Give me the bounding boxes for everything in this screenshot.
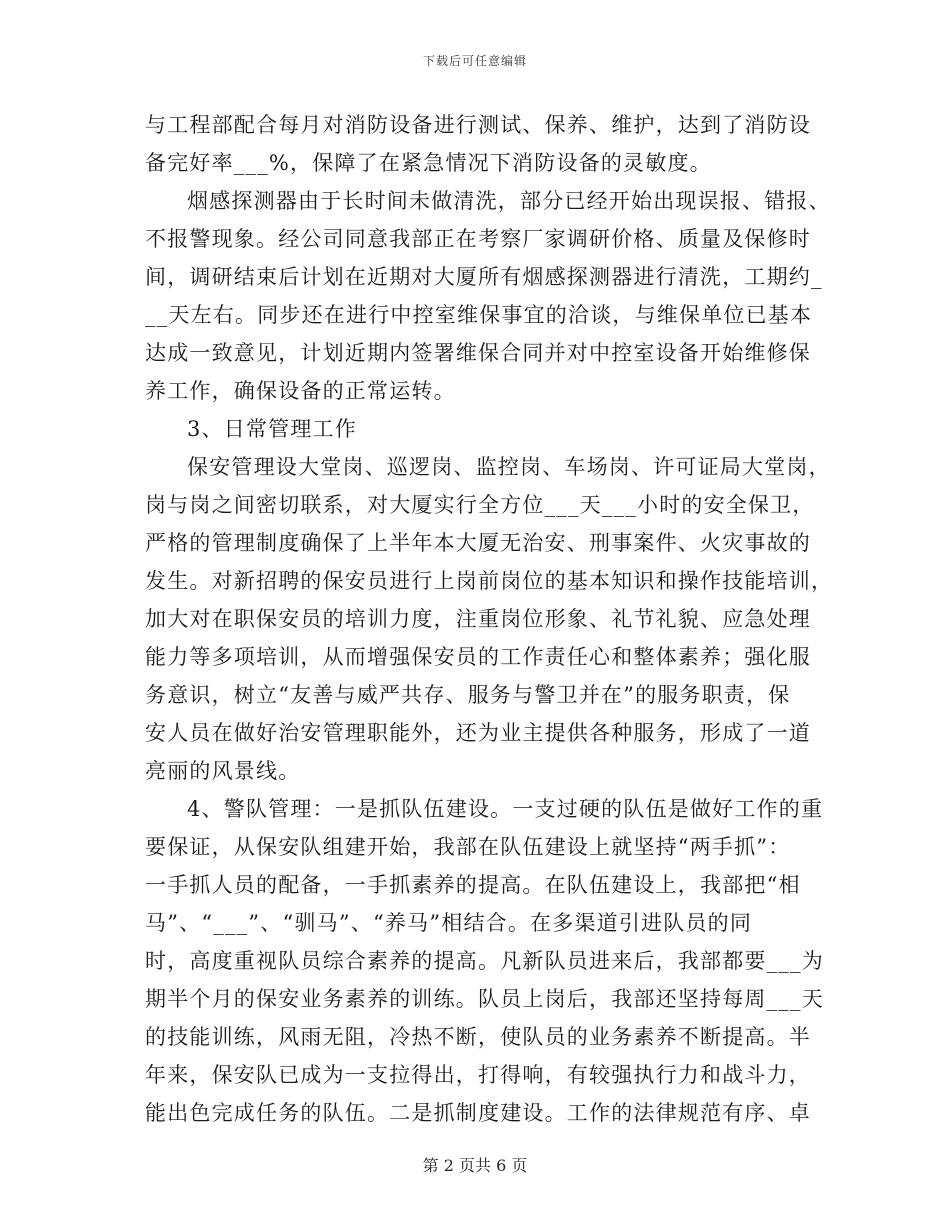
- paragraph-start: 保安管理设大堂岗、巡逻岗、监控岗、车场岗、许可证局大堂岗，: [187, 455, 831, 479]
- text-line: 不报警现象。经公司同意我部正在考察厂家调研价格、质量及保修时: [145, 227, 811, 251]
- page-footer: 第 2 页共 6 页: [422, 1156, 528, 1175]
- text-line: 年来，保安队已成为一支拉得出，打得响，有较强执行力和战斗力，: [145, 1063, 811, 1087]
- text-line: 务意识，树立“友善与威严共存、服务与警卫并在”的服务职责，保: [145, 683, 791, 707]
- text-line: 备完好率___%，保障了在紧急情况下消防设备的灵敏度。: [145, 151, 712, 175]
- page-header: 下载后可任意编辑: [422, 54, 527, 68]
- text-line: 岗与岗之间密切联系，对大厦实行全方位___天___小时的安全保卫，: [145, 493, 815, 517]
- text-line: 能出色完成任务的队伍。二是抓制度建设。工作的法律规范有序、卓: [145, 1101, 811, 1125]
- paragraph-start: 4、警队管理：一是抓队伍建设。一支过硬的队伍是做好工作的重: [187, 797, 824, 821]
- text-line: 的技能训练，风雨无阻，冷热不断，使队员的业务素养不断提高。半: [145, 1025, 811, 1049]
- text-line: 达成一致意见，计划近期内签署维保合同并对中控室设备开始维修保: [145, 341, 811, 365]
- text-line: 要保证，从保安队组建开始，我部在队伍建设上就坚持“两手抓”：: [145, 835, 791, 859]
- text-line: 间，调研结束后计划在近期对大厦所有烟感探测器进行清洗，工期约_: [145, 265, 823, 289]
- text-line: 一手抓人员的配备，一手抓素养的提高。在队伍建设上，我部把“相: [145, 873, 801, 897]
- text-line: 期半个月的保安业务素养的训练。队员上岗后，我部还坚持每周___天: [145, 987, 824, 1011]
- text-line: 马”、“___”、“驯马”、“养马”相结合。在多渠道引进队员的同: [145, 911, 753, 935]
- text-line: 加大对在职保安员的培训力度，注重岗位形象、礼节礼貌、应急处理: [145, 607, 811, 631]
- text-line: __天左右。同步还在进行中控室维保事宜的洽谈，与维保单位已基本: [145, 303, 813, 327]
- text-line: 养工作，确保设备的正常运转。: [145, 379, 456, 403]
- text-line: 严格的管理制度确保了上半年本大厦无治安、刑事案件、火灾事故的: [145, 531, 811, 555]
- document-body: [145, 106, 834, 1132]
- text-line: 发生。对新招聘的保安员进行上岗前岗位的基本知识和操作技能培训，: [145, 569, 834, 593]
- text-line: 与工程部配合每月对消防设备进行测试、保养、维护，达到了消防设: [145, 113, 811, 137]
- text-line: 亮丽的风景线。: [145, 759, 301, 783]
- text-line: 安人员在做好治安管理职能外，还为业主提供各种服务，形成了一道: [145, 721, 811, 745]
- paragraph-start: 烟感探测器由于长时间未做清洗，部分已经开始出现误报、错报、: [187, 189, 831, 213]
- text-line: 能力等多项培训，从而增强保安员的工作责任心和整体素养；强化服: [145, 645, 811, 669]
- section-heading: 3、日常管理工作: [187, 417, 357, 441]
- text-line: 时，高度重视队员综合素养的提高。凡新队员进来后，我部都要___为: [145, 949, 824, 973]
